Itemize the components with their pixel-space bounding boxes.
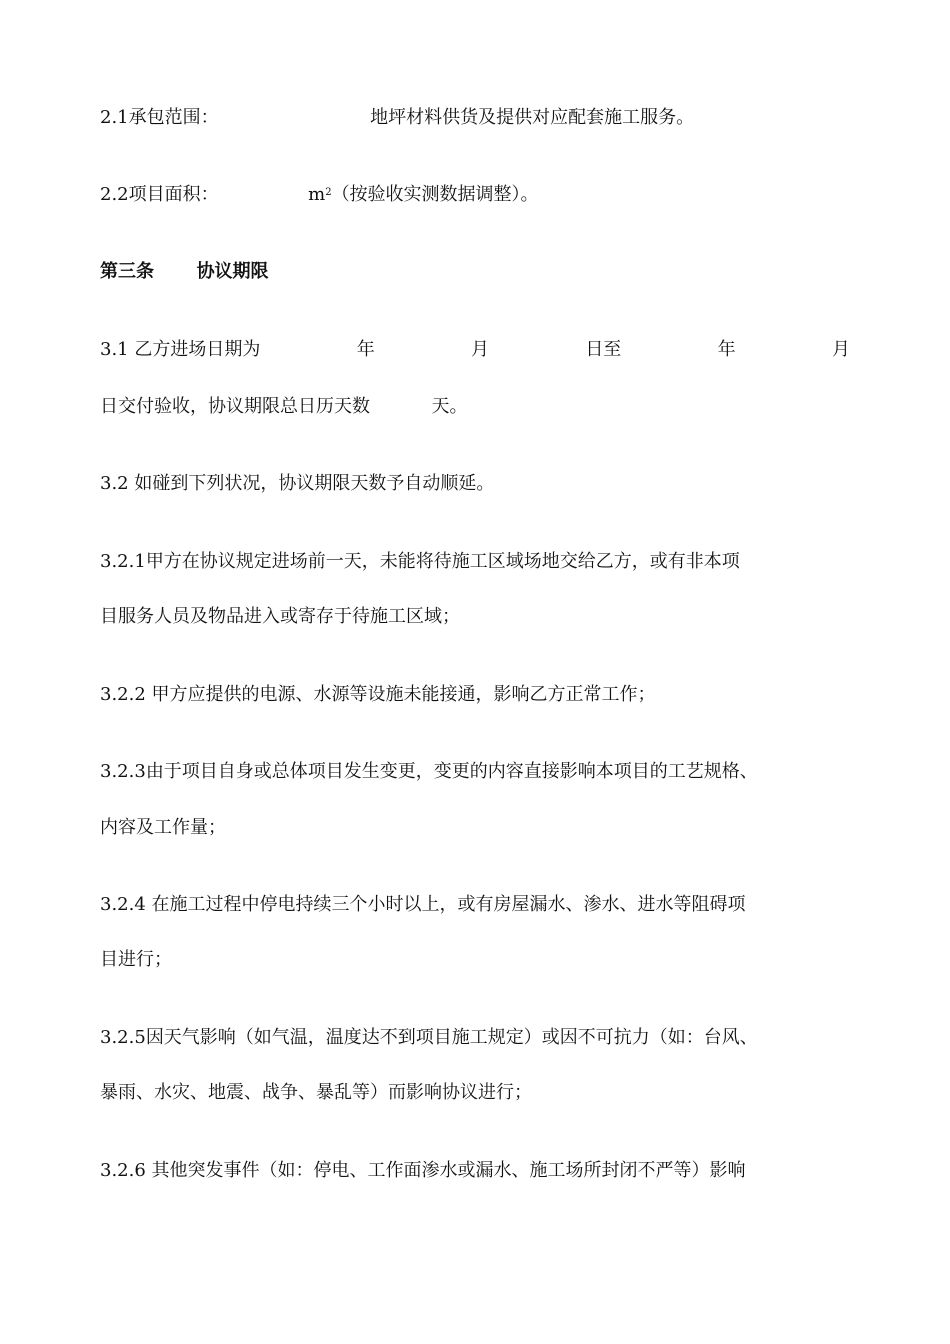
clause-text: 天。 <box>431 396 468 417</box>
clause-3-2-4-line2 <box>100 948 172 972</box>
day-to-label: 日至 <box>585 339 622 360</box>
clause-number: 3.2.3 <box>100 761 146 782</box>
clause-number: 3.2.6 <box>100 1160 146 1181</box>
year-label: 年 <box>717 339 736 360</box>
clause-2-1 <box>100 106 694 130</box>
clause-text: 暴雨、水灾、地震、战争、暴乱等）而影响协议进行； <box>100 1082 532 1103</box>
clause-2-2 <box>100 183 539 207</box>
clause-text: 因天气影响（如气温，温度达不到项目施工规定）或因不可抗力（如：台风、 <box>145 1027 758 1048</box>
clause-3-1-line1 <box>100 338 850 362</box>
clause-3-1-line2 <box>100 395 467 419</box>
clause-3-2-6-line1 <box>100 1159 746 1183</box>
clause-3-2-3-line2 <box>100 816 226 840</box>
clause-3-2-5-line1 <box>100 1026 758 1050</box>
clause-text: 在施工过程中停电持续三个小时以上，或有房屋漏水、渗水、进水等阻碍项 <box>151 894 746 915</box>
clause-value: （按验收实测数据调整）。 <box>331 184 539 205</box>
clause-value: 地坪材料供货及提供对应配套施工服务。 <box>370 107 695 128</box>
clause-number: 3.2.1 <box>100 551 146 572</box>
clause-text: 内容及工作量； <box>100 817 226 838</box>
clause-label: 项目面积： <box>128 184 219 205</box>
month-label: 月 <box>831 339 850 360</box>
clause-3-2-5-line2 <box>100 1081 532 1105</box>
clause-number: 3.2.4 <box>100 894 146 915</box>
clause-text: 甲方应提供的电源、水源等设施未能接通，影响乙方正常工作； <box>151 684 656 705</box>
article-number: 第三条 <box>100 261 154 282</box>
clause-number: 2.1 <box>100 107 129 128</box>
area-unit <box>308 184 331 205</box>
clause-3-2-2 <box>100 683 656 707</box>
clause-text: 乙方进场日期为 <box>134 339 261 360</box>
clause-number: 3.2.5 <box>100 1027 146 1048</box>
article-3-heading <box>100 260 269 284</box>
clause-text: 如碰到下列状况，协议期限天数予自动顺延。 <box>134 473 495 494</box>
year-label: 年 <box>356 339 375 360</box>
clause-3-2-4-line1 <box>100 893 746 917</box>
clause-3-2-1-line1 <box>100 550 740 574</box>
area-unit-base: m <box>308 184 326 205</box>
clause-number: 3.1 <box>100 339 129 360</box>
clause-text: 日交付验收，协议期限总日历天数 <box>100 396 370 417</box>
clause-3-2-3-line1 <box>100 760 758 784</box>
area-unit-exponent: 2 <box>325 187 332 198</box>
clause-3-2-1-line2 <box>100 605 460 629</box>
clause-3-2 <box>100 472 494 496</box>
clause-text: 目服务人员及物品进入或寄存于待施工区域； <box>100 606 460 627</box>
clause-number: 3.2 <box>100 473 129 494</box>
month-label: 月 <box>471 339 489 360</box>
clause-text: 由于项目自身或总体项目发生变更，变更的内容直接影响本项目的工艺规格、 <box>145 761 758 782</box>
clause-text: 其他突发事件（如：停电、工作面渗水或漏水、施工场所封闭不严等）影响 <box>151 1160 746 1181</box>
clause-text: 目进行； <box>100 949 172 970</box>
clause-text: 甲方在协议规定进场前一天，未能将待施工区域场地交给乙方，或有非本项 <box>145 551 740 572</box>
clause-number: 3.2.2 <box>100 684 146 705</box>
article-title: 协议期限 <box>196 261 269 282</box>
clause-number: 2.2 <box>100 184 129 205</box>
clause-label: 承包范围： <box>128 107 219 128</box>
